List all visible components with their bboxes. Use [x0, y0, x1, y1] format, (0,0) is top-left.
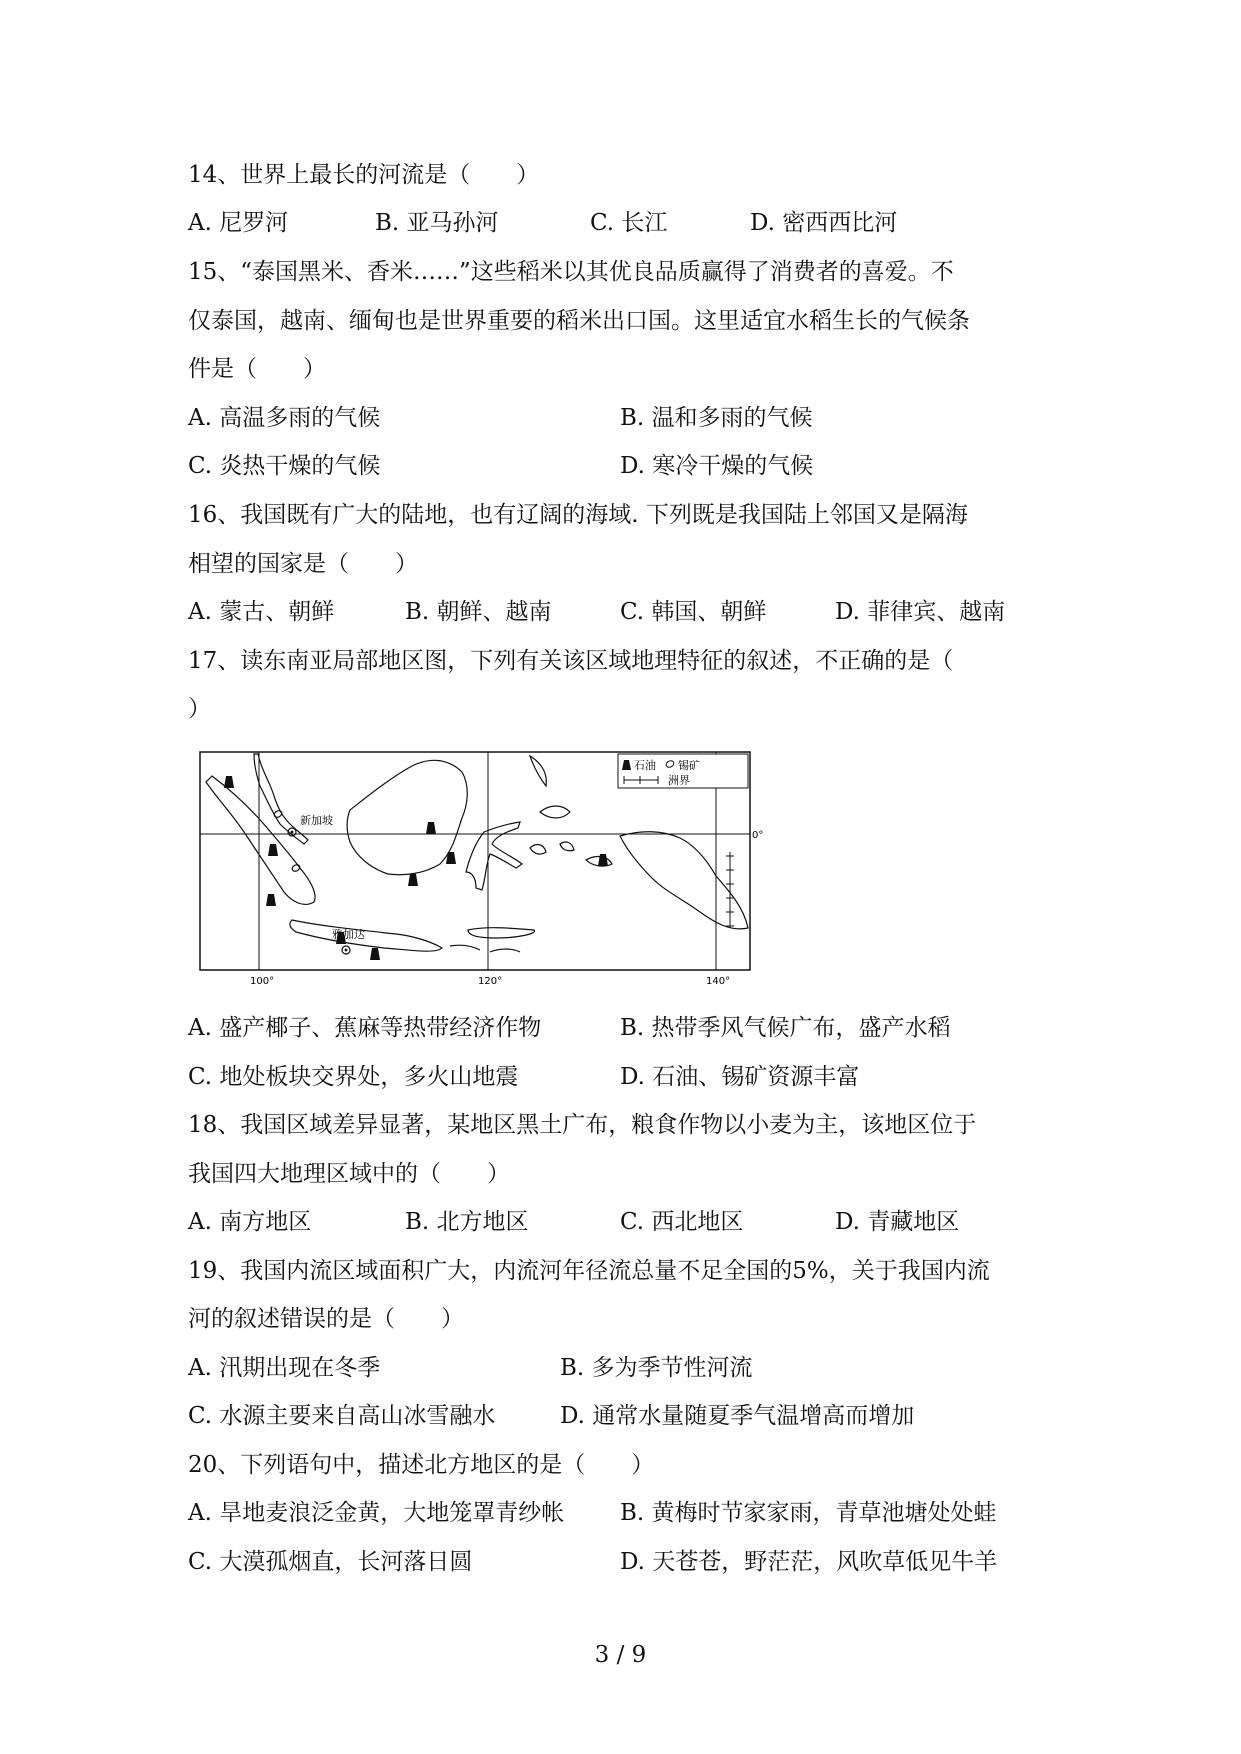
q17-option-c: C. 地处板块交界处，多火山地震: [188, 1064, 519, 1090]
lon-140-label: 140°: [706, 976, 731, 987]
q15-stem-line3: 件是（ ）: [188, 356, 326, 382]
q14-option-c: C. 长江: [590, 210, 668, 236]
city-jakarta-label: 雅加达: [332, 928, 365, 941]
equator-label: 0°: [752, 830, 764, 841]
q19-option-d: D. 通常水量随夏季气温增高而增加: [560, 1403, 915, 1429]
q17-option-d: D. 石油、锡矿资源丰富: [620, 1064, 860, 1090]
southeast-asia-map: [200, 752, 762, 992]
q19-option-a: A. 汛期出现在冬季: [188, 1355, 381, 1381]
q14-option-b: B. 亚马孙河: [375, 210, 499, 236]
lon-100-label: 100°: [250, 976, 275, 987]
q16-stem-line2: 相望的国家是（ ）: [188, 551, 418, 577]
q19-option-c: C. 水源主要来自高山冰雪融水: [188, 1403, 496, 1429]
q16-option-b: B. 朝鲜、越南: [405, 599, 552, 625]
q16-option-c: C. 韩国、朝鲜: [620, 599, 767, 625]
q15-stem-line1: 15、“泰国黑米、香米……”这些稻米以其优良品质赢得了消费者的喜爱。不: [188, 259, 954, 285]
q18-option-d: D. 青藏地区: [835, 1209, 960, 1235]
legend-boundary-label: 洲界: [668, 774, 690, 787]
q17-stem-line2: ）: [188, 696, 211, 722]
q17-option-b: B. 热带季风气候广布，盛产水稻: [620, 1015, 951, 1041]
q15-option-d: D. 寒冷干燥的气候: [620, 453, 814, 479]
q20-option-c: C. 大漠孤烟直，长河落日圆: [188, 1549, 473, 1575]
q15-stem-line2: 仅泰国，越南、缅甸也是世界重要的稻米出口国。这里适宜水稻生长的气候条: [188, 308, 970, 334]
q14-stem: 14、世界上最长的河流是（ ）: [188, 162, 540, 188]
lon-120-label: 120°: [478, 976, 503, 987]
q14-option-d: D. 密西西比河: [750, 210, 898, 236]
q20-option-d: D. 天苍苍，野茫茫，风吹草低见牛羊: [620, 1549, 998, 1575]
q16-option-d: D. 菲律宾、越南: [835, 599, 1006, 625]
q20-option-a: A. 旱地麦浪泛金黄，大地笼罩青纱帐: [188, 1500, 565, 1526]
q16-option-a: A. 蒙古、朝鲜: [188, 599, 335, 625]
q19-stem-line1: 19、我国内流区域面积广大，内流河年径流总量不足全国的5%，关于我国内流: [188, 1258, 990, 1284]
q18-option-c: C. 西北地区: [620, 1209, 744, 1235]
q16-stem-line1: 16、我国既有广大的陆地，也有辽阔的海域. 下列既是我国陆上邻国又是隔海: [188, 502, 968, 528]
legend-tin-label: 锡矿: [678, 759, 700, 772]
q15-option-b: B. 温和多雨的气候: [620, 405, 813, 431]
q20-option-b: B. 黄梅时节家家雨，青草池塘处处蛙: [620, 1500, 997, 1526]
q17-stem-line1: 17、读东南亚局部地区图，下列有关该区域地理特征的叙述，不正确的是（: [188, 648, 954, 674]
q17-option-a: A. 盛产椰子、蕉麻等热带经济作物: [188, 1015, 542, 1041]
q15-option-c: C. 炎热干燥的气候: [188, 453, 381, 479]
q15-option-a: A. 高温多雨的气候: [188, 405, 381, 431]
q20-stem: 20、下列语句中，描述北方地区的是（ ）: [188, 1452, 655, 1478]
legend-oil-label: 石油: [634, 759, 656, 772]
q19-stem-line2: 河的叙述错误的是（ ）: [188, 1306, 464, 1332]
q18-option-a: A. 南方地区: [188, 1209, 312, 1235]
q14-option-a: A. 尼罗河: [188, 210, 289, 236]
q18-stem-line1: 18、我国区域差异显著，某地区黑土广布，粮食作物以小麦为主，该地区位于: [188, 1112, 977, 1138]
q19-option-b: B. 多为季节性河流: [560, 1355, 753, 1381]
city-singapore-label: 新加坡: [300, 814, 333, 827]
q18-stem-line2: 我国四大地理区域中的（ ）: [188, 1161, 510, 1187]
page-number: 3 / 9: [594, 1642, 647, 1668]
q18-option-b: B. 北方地区: [405, 1209, 529, 1235]
